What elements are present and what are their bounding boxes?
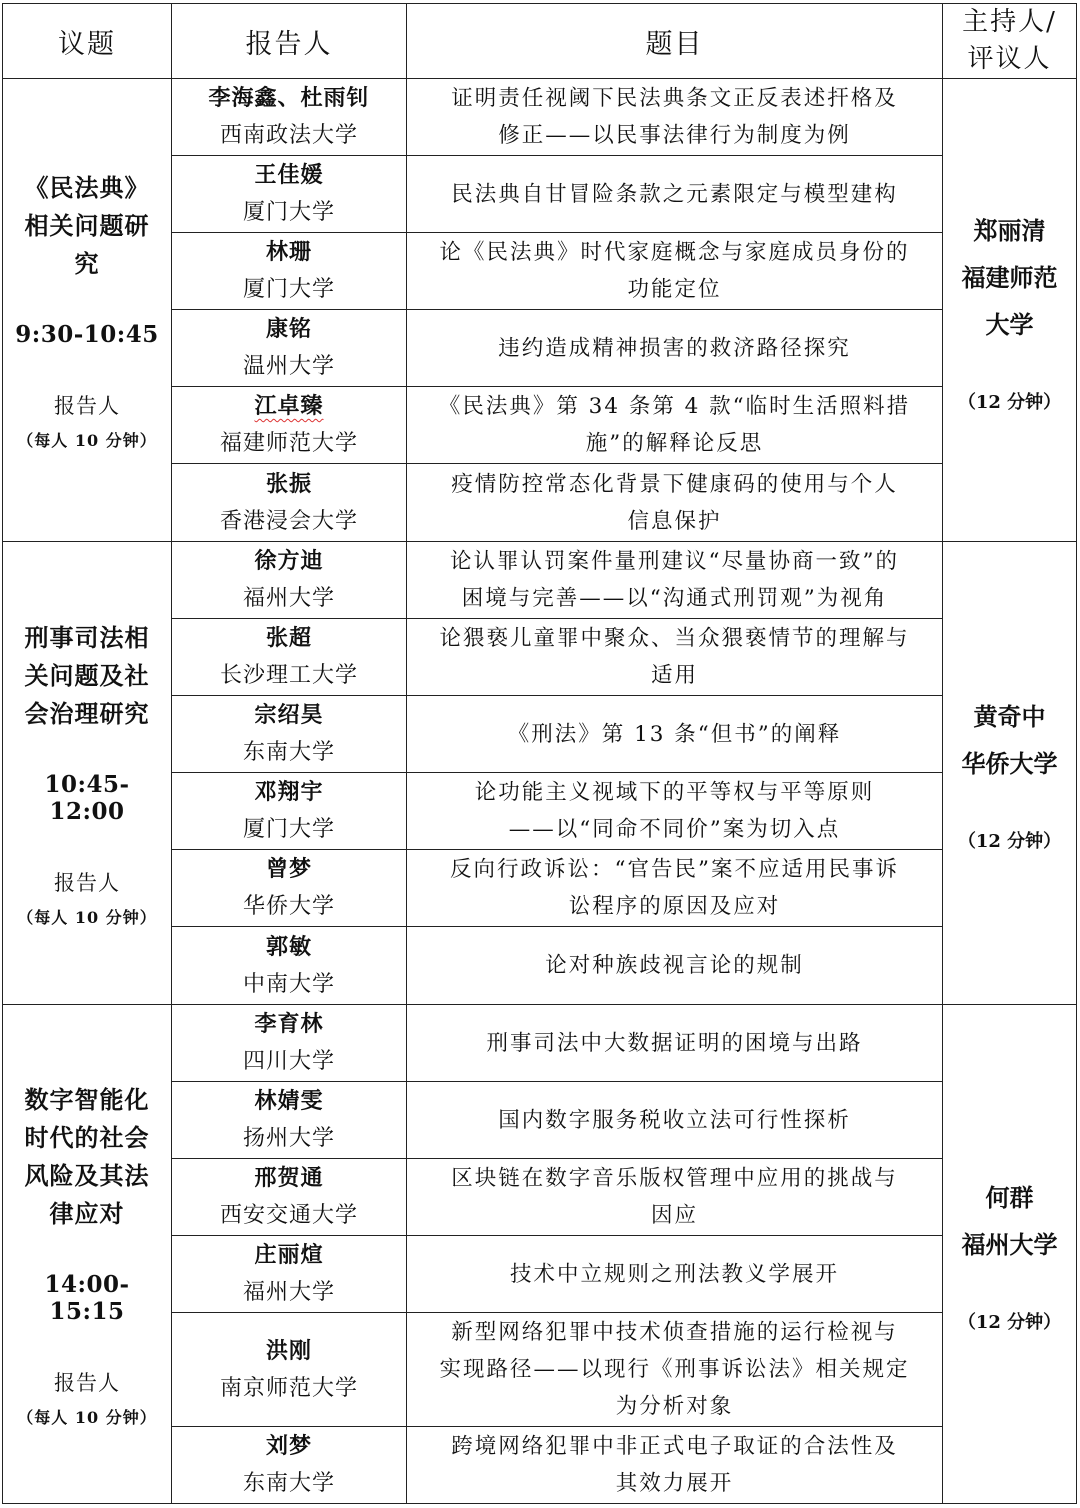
title-cell: [407, 233, 943, 310]
speaker-cell: [172, 1082, 407, 1159]
speaker-affiliation: 华侨大学: [242, 894, 335, 919]
speaker-name: 邓翔宇: [254, 779, 324, 805]
session-note: （每人 10 分钟）: [17, 431, 157, 450]
speaker-cell: [172, 1427, 407, 1504]
host-note: （12 分钟）: [957, 1312, 1062, 1333]
speaker-name: 林婧雯: [254, 1088, 324, 1114]
speaker-cell: [172, 619, 407, 696]
speaker-name: 曾梦: [265, 856, 312, 882]
host-line: 郑丽清: [973, 215, 1046, 245]
speaker-affiliation: 中南大学: [242, 971, 335, 997]
title-cell: [407, 850, 943, 927]
speaker-cell: [172, 156, 407, 233]
speaker-affiliation: 厦门大学: [242, 817, 335, 842]
title-cell: [407, 79, 943, 156]
title-cell: [407, 619, 943, 696]
speaker-name: 宗绍昊: [254, 702, 324, 728]
title-cell: [407, 696, 943, 773]
speaker-cell: [172, 927, 407, 1005]
title-line: 论认罪认罚案件量刑建议“尽量协商一致”的: [450, 549, 899, 574]
speaker-affiliation: 西南政法大学: [219, 123, 358, 148]
speaker-affiliation: 厦门大学: [242, 277, 335, 302]
speaker-cell: [172, 696, 407, 773]
section-3-topic: [3, 1005, 172, 1504]
title-line: 信息保护: [627, 508, 722, 534]
title-line: 论对种族歧视言论的规制: [545, 953, 804, 978]
session-time: 10:45-12:00: [44, 770, 130, 825]
host-name: [949, 1174, 1070, 1268]
speaker-affiliation: 四川大学: [242, 1049, 335, 1074]
topic-title-line: 风险及其法: [24, 1160, 150, 1190]
topic-title-line: 《民法典》: [24, 173, 150, 202]
session-time: 9:30-10:45: [15, 321, 159, 348]
topic-title-line: 时代的社会: [24, 1122, 150, 1152]
topic-title-line: 相关问题研: [24, 211, 150, 240]
speaker-affiliation: 东南大学: [242, 740, 335, 765]
section-1-topic: [3, 79, 172, 542]
speaker-cell: [172, 79, 407, 156]
title-line: 其效力展开: [615, 1471, 734, 1496]
speaker-cell: [172, 773, 407, 850]
header-topic: 议题: [3, 4, 172, 79]
speaker-name: 庄丽煊: [254, 1242, 324, 1268]
session-note: （每人 10 分钟）: [17, 907, 157, 927]
title-line: 功能定位: [627, 277, 722, 302]
host-name: [949, 207, 1070, 348]
speaker-affiliation: 扬州大学: [242, 1126, 335, 1151]
speaker-name: 林珊: [265, 239, 312, 265]
speaker-cell: [172, 1159, 407, 1236]
session-role: 报告人: [54, 394, 120, 418]
speaker-cell: [172, 233, 407, 310]
speaker-name: 江卓臻: [254, 393, 324, 419]
host-name: [949, 693, 1070, 787]
speaker-name: 李育林: [254, 1011, 324, 1037]
title-cell: [407, 1236, 943, 1313]
topic-title-line: 刑事司法相: [24, 622, 150, 652]
title-line: 施”的解释论反思: [585, 431, 764, 456]
title-line: 刑事司法中大数据证明的困境与出路: [486, 1030, 863, 1056]
title-line: 实现路径——以现行《刑事诉讼法》相关规定: [439, 1357, 910, 1382]
title-line: 违约造成精神损害的救济路径探究: [498, 335, 851, 361]
title-cell: [407, 156, 943, 233]
host-line: 何群: [985, 1183, 1034, 1212]
title-line: 修正——以民事法律行为制度为例: [498, 123, 851, 148]
title-line: 证明责任视阈下民法典条文正反表述扞格及: [451, 86, 898, 111]
section-3-host: [943, 1005, 1077, 1504]
speaker-name: 王佳媛: [254, 162, 324, 188]
speaker-affiliation: 厦门大学: [242, 200, 335, 225]
topic-title-line: 究: [74, 249, 100, 278]
speaker-affiliation: 福州大学: [242, 586, 335, 611]
speaker-name: 康铭: [265, 316, 312, 342]
title-line: 区块链在数字音乐版权管理中应用的挑战与: [451, 1166, 898, 1191]
header-host-line: 主持人/: [962, 7, 1057, 37]
title-line: 论功能主义视域下的平等权与平等原则: [474, 780, 875, 805]
host-note: （12 分钟）: [957, 391, 1062, 413]
header-host: [943, 4, 1077, 79]
header-title: 题目: [407, 4, 943, 79]
title-line: 《民法典》第 34 条第 4 款“临时生活照料措: [438, 394, 911, 419]
title-cell: [407, 1005, 943, 1082]
speaker-name: 邢贺通: [254, 1165, 324, 1191]
speaker-cell: [172, 1313, 407, 1427]
title-line: 疫情防控常态化背景下健康码的使用与个人: [451, 471, 898, 497]
header-host-line: 评议人: [967, 44, 1052, 74]
title-line: ——以“同命不同价”案为切入点: [508, 817, 841, 842]
speaker-cell: [172, 1005, 407, 1082]
speaker-affiliation: 长沙理工大学: [219, 663, 358, 688]
speaker-name: 张振: [265, 470, 312, 497]
speaker-name: 徐方迪: [254, 548, 324, 574]
topic-title-line: 会治理研究: [24, 698, 150, 728]
speaker-affiliation: 温州大学: [242, 354, 335, 379]
header-row: [3, 4, 1077, 79]
speaker-affiliation: 西安交通大学: [219, 1203, 358, 1228]
topic-title-line: 关问题及社: [24, 660, 150, 690]
title-line: 为分析对象: [615, 1394, 734, 1419]
speaker-name: 刘梦: [265, 1433, 312, 1459]
table-row: [3, 542, 1077, 619]
speaker-cell: [172, 387, 407, 464]
title-cell: [407, 1082, 943, 1159]
title-line: 讼程序的原因及应对: [568, 894, 781, 919]
speaker-cell: [172, 1236, 407, 1313]
speaker-affiliation: 南京师范大学: [219, 1375, 358, 1401]
title-cell: [407, 1313, 943, 1427]
title-cell: [407, 1159, 943, 1236]
topic-title-line: 律应对: [49, 1198, 125, 1228]
speaker-name: 李海鑫、杜雨钊: [208, 85, 370, 111]
title-line: 反向行政诉讼：“官告民”案不应适用民事诉: [450, 857, 899, 882]
title-cell: [407, 927, 943, 1005]
speaker-cell: [172, 310, 407, 387]
speaker-name: 郭敏: [265, 933, 312, 960]
title-line: 论《民法典》时代家庭概念与家庭成员身份的: [439, 240, 910, 265]
title-line: 新型网络犯罪中技术侦查措施的运行检视与: [451, 1320, 898, 1345]
topic-title: [9, 169, 165, 283]
section-1-host: [943, 79, 1077, 542]
title-line: 民法典自甘冒险条款之元素限定与模型建构: [451, 181, 898, 207]
title-cell: [407, 464, 943, 542]
session-role: 报告人: [54, 1370, 120, 1395]
title-cell: [407, 310, 943, 387]
title-line: 适用: [650, 663, 698, 688]
session-time: 14:00-15:15: [44, 1270, 130, 1325]
speaker-cell: [172, 850, 407, 927]
topic-title-line: 数字智能化: [24, 1084, 150, 1114]
speaker-name: 张超: [265, 625, 312, 651]
schedule-table: [2, 3, 1077, 1504]
host-line: 大学: [985, 309, 1034, 339]
title-line: 困境与完善——以“沟通式刑罚观”为视角: [461, 586, 888, 611]
section-2-host: [943, 542, 1077, 1005]
title-cell: [407, 387, 943, 464]
title-line: 技术中立规则之刑法教义学展开: [509, 1261, 839, 1287]
title-cell: [407, 1427, 943, 1504]
host-line: 福州大学: [961, 1230, 1058, 1259]
topic-title: [9, 1081, 165, 1233]
speaker-name: 洪刚: [265, 1337, 312, 1364]
title-cell: [407, 542, 943, 619]
section-2-topic: [3, 542, 172, 1005]
host-note: （12 分钟）: [957, 831, 1062, 852]
speaker-affiliation: 福州大学: [242, 1280, 335, 1305]
speaker-cell: [172, 464, 407, 542]
table-row: [3, 1005, 1077, 1082]
session-note: （每人 10 分钟）: [17, 1407, 157, 1427]
title-line: 因应: [650, 1203, 698, 1228]
title-line: 《刑法》第 13 条“但书”的阐释: [507, 721, 842, 747]
speaker-cell: [172, 542, 407, 619]
topic-title: [9, 619, 165, 733]
host-line: 华侨大学: [961, 749, 1058, 778]
speaker-affiliation: 东南大学: [242, 1471, 335, 1496]
title-line: 跨境网络犯罪中非正式电子取证的合法性及: [451, 1434, 898, 1459]
speaker-affiliation: 香港浸会大学: [219, 508, 358, 534]
host-line: 福建师范: [961, 262, 1058, 292]
speaker-affiliation: 福建师范大学: [219, 431, 358, 456]
table-row: [3, 79, 1077, 156]
session-role: 报告人: [54, 870, 120, 895]
host-line: 黄奇中: [973, 702, 1046, 731]
title-line: 国内数字服务税收立法可行性探析: [498, 1107, 851, 1133]
title-cell: [407, 773, 943, 850]
title-line: 论猥亵儿童罪中聚众、当众猥亵情节的理解与: [439, 626, 910, 651]
header-speaker: 报告人: [172, 4, 407, 79]
